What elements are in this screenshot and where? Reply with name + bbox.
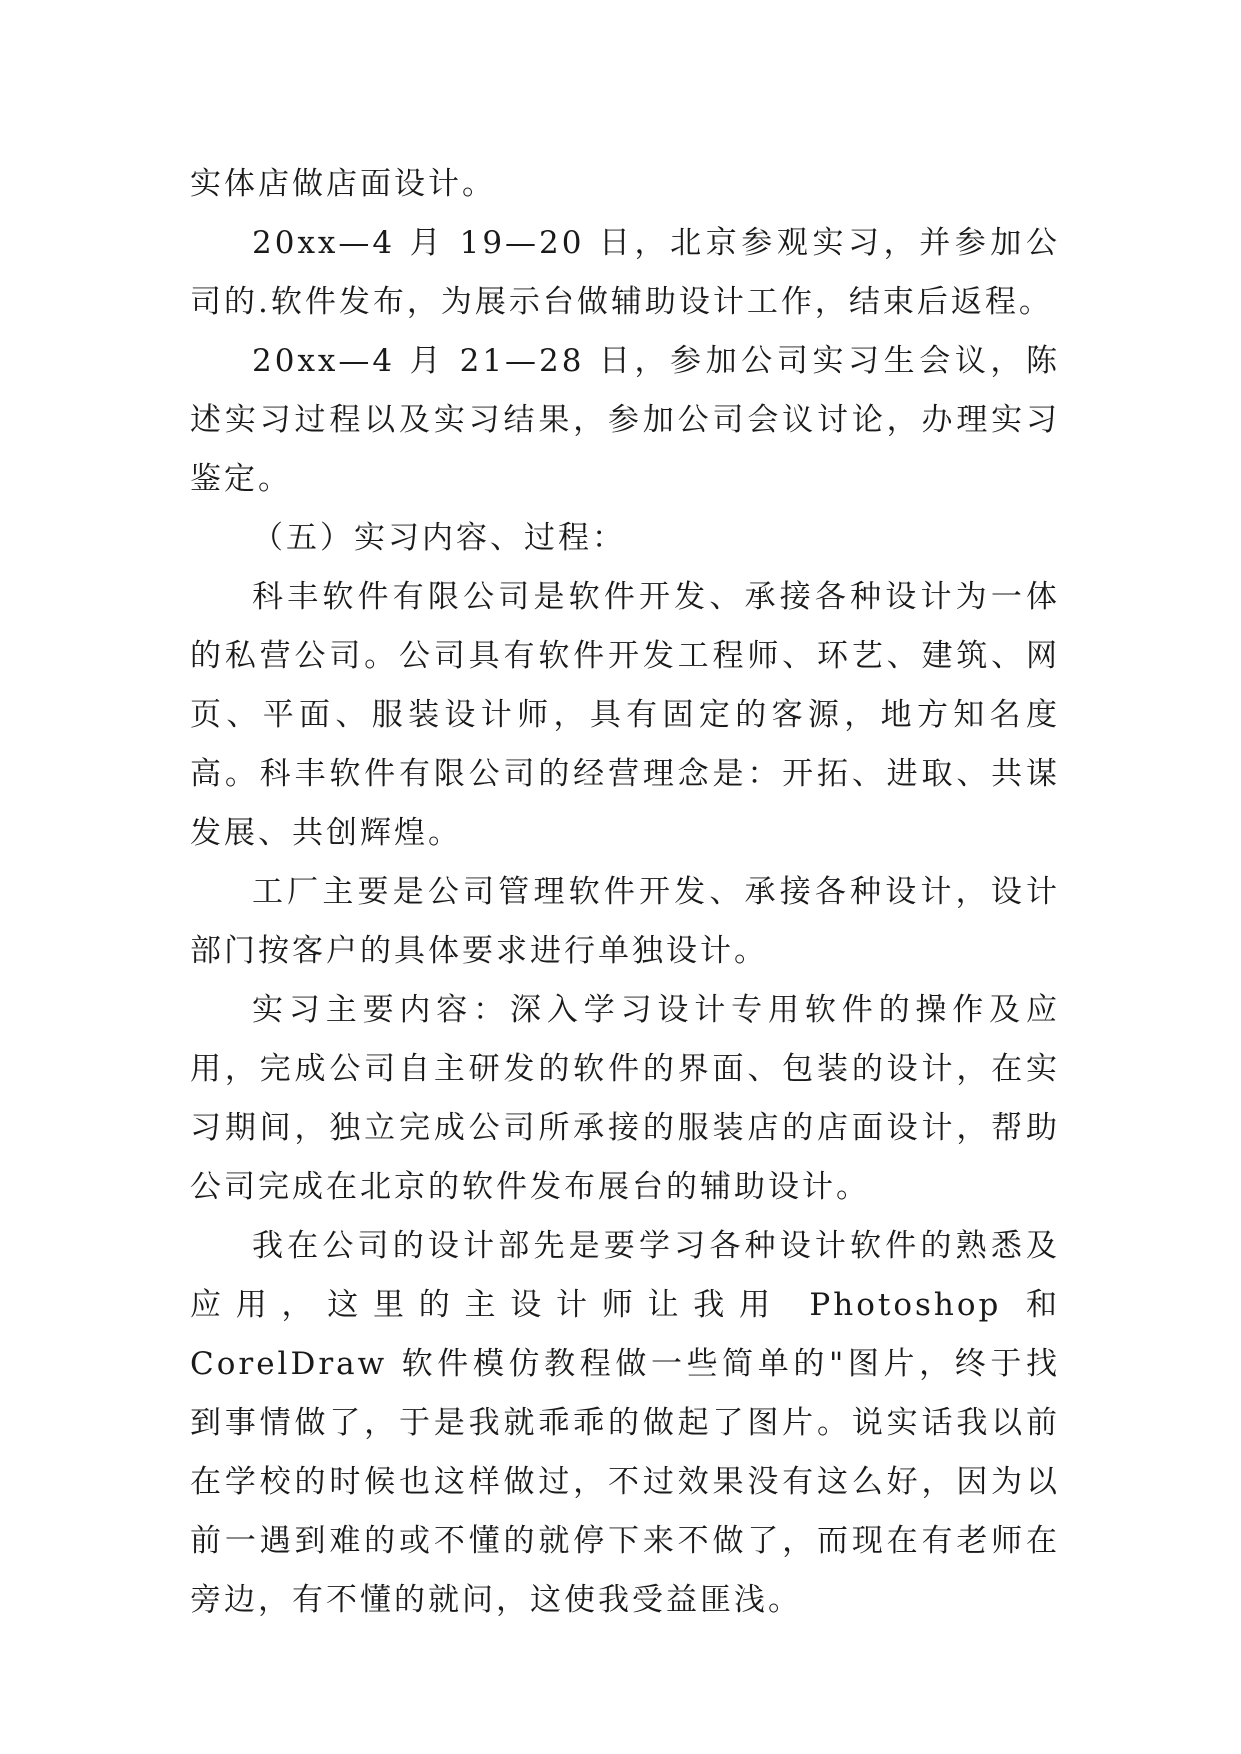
paragraph-store-design: 实体店做店面设计。 bbox=[190, 166, 496, 202]
section-heading-internship-content: （五）实习内容、过程： bbox=[252, 520, 626, 556]
paragraph-factory-business: 工厂主要是公司管理软件开发、承接各种设计，设计部门按客户的具体要求进行单独设计。 bbox=[190, 874, 1060, 969]
document-body bbox=[190, 155, 1060, 1630]
paragraph-beijing-visit: 20xx—4 月 19—20 日，北京参观实习，并参加公司的.软件发布，为展示台做辅助设计工作，结束后返程。 bbox=[190, 225, 1060, 320]
paragraph-main-content: 实习主要内容：深入学习设计专用软件的操作及应用，完成公司自主研发的软件的界面、包装的设计，在实习期间，独立完成公司所承接的服装店的店面设计，帮助公司完成在北京的软件发布展台的辅助设计。 bbox=[190, 992, 1060, 1205]
paragraph-company-intro: 科丰软件有限公司是软件开发、承接各种设计为一体的私营公司。公司具有软件开发工程师、环艺、建筑、网页、平面、服装设计师，具有固定的客源，地方知名度高。科丰软件有限公司的经营理念是：开拓、进取、共谋发展、共创辉煌。 bbox=[190, 579, 1060, 851]
paragraph-design-learning: 我在公司的设计部先是要学习各种设计软件的熟悉及应用，这里的主设计师让我用 Photoshop 和 CorelDraw 软件模仿教程做一些简单的"图片，终于找到事情做了，于是我就乖乖的做起了图片。说实话我以前在学校的时候也这样做过，不过效果没有这么好，因为以前一遇到难的或不懂的就停下来不做了，而现在有老师在旁边，有不懂的就问，这使我受益匪浅。 bbox=[190, 1228, 1060, 1618]
paragraph-intern-meeting: 20xx—4 月 21—28 日，参加公司实习生会议，陈述实习过程以及实习结果，参加公司会议讨论，办理实习鉴定。 bbox=[190, 343, 1060, 497]
